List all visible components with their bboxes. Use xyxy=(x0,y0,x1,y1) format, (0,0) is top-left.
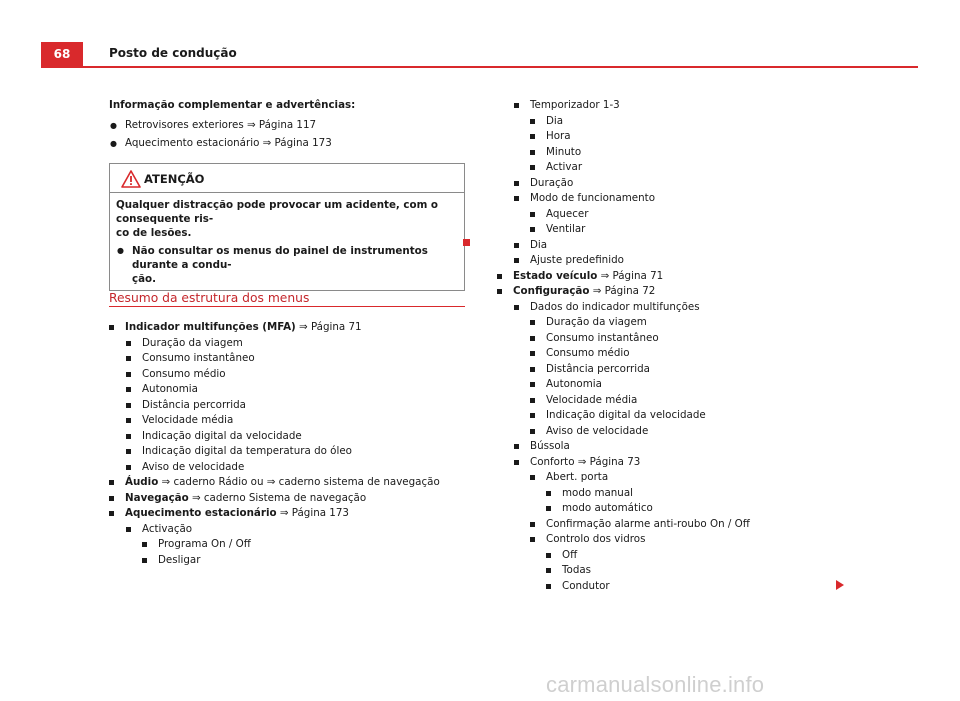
info-item: ● Aquecimento estacionário ⇒ Página 173 xyxy=(109,136,465,152)
page-header xyxy=(41,42,918,68)
menu-item-text: Hora xyxy=(546,130,571,142)
menu-item xyxy=(497,300,877,316)
menu-item-text: Consumo instantâneo xyxy=(142,352,255,364)
menu-item xyxy=(497,346,877,362)
menu-item-text: Indicação digital da temperatura do óleo xyxy=(142,445,352,457)
menu-item xyxy=(109,522,465,538)
menu-item-label: Indicador multifunções (MFA) xyxy=(125,321,296,333)
menu-item-text: Ventilar xyxy=(546,223,586,235)
menu-item xyxy=(109,460,465,476)
menu-item-text: Activação xyxy=(142,522,193,535)
menu-item xyxy=(497,284,877,300)
warning-body xyxy=(110,193,464,290)
chapter-title: Posto de condução xyxy=(109,46,237,60)
warning-bullet-line: Não consultar os menus do painel de instrumentos durante a condu- xyxy=(132,244,428,271)
menu-item-text: ⇒ Página 173 xyxy=(276,507,349,519)
menu-item-text: Dados do indicador multifunções xyxy=(530,300,700,313)
menu-item-text: Todas xyxy=(562,564,592,576)
menu-item-text: modo manual xyxy=(562,486,634,499)
menu-item-label: Estado veículo xyxy=(513,269,598,282)
menu-item xyxy=(109,398,465,414)
menu-item-text: ⇒ caderno Rádio ou ⇒ caderno sistema de navegação xyxy=(158,476,440,488)
menu-item xyxy=(109,382,465,398)
menu-item xyxy=(497,362,877,378)
menu-item xyxy=(497,377,877,393)
menu-item-text: Indicação digital da velocidade xyxy=(546,409,706,421)
menu-item-text: Consumo médio xyxy=(142,367,226,380)
warning-text-line: co de lesões. xyxy=(116,226,192,239)
menu-item xyxy=(497,501,877,517)
section-title: Resumo da estrutura dos menus xyxy=(109,291,310,305)
menu-item-label: Áudio xyxy=(125,476,159,488)
menu-item-text: Consumo instantâneo xyxy=(546,331,659,344)
menu-item xyxy=(497,222,877,238)
menu-item-text: Duração xyxy=(530,176,574,189)
menu-item-text: Autonomia xyxy=(546,378,602,390)
menu-tree-left xyxy=(109,320,465,568)
info-item: ● Retrovisores exteriores ⇒ Página 117 xyxy=(109,118,465,134)
menu-tree-right xyxy=(497,98,877,594)
menu-item-text: Activar xyxy=(546,161,583,173)
menu-item-text: Aquecer xyxy=(546,207,589,220)
menu-item-text: Modo de funcionamento xyxy=(530,192,656,204)
menu-item xyxy=(497,114,877,130)
menu-item-text: Ajuste predefinido xyxy=(530,254,624,266)
menu-item xyxy=(109,553,465,569)
menu-item-text: Distância percorrida xyxy=(142,398,246,411)
menu-item xyxy=(497,579,877,595)
warning-bullet xyxy=(116,244,458,286)
menu-item-label: Configuração xyxy=(513,285,590,297)
menu-item-text: Condutor xyxy=(562,579,610,592)
menu-item-text: ⇒ Página 71 xyxy=(597,269,664,282)
menu-item-text: Bússola xyxy=(530,440,570,452)
menu-item-text: Programa On / Off xyxy=(158,538,251,550)
header-rule xyxy=(41,66,918,68)
menu-item xyxy=(497,455,877,471)
menu-item-text: Abert. porta xyxy=(546,471,609,483)
menu-item xyxy=(109,351,465,367)
menu-item xyxy=(497,191,877,207)
menu-item-text: ⇒ Página 71 xyxy=(295,321,362,333)
menu-item xyxy=(109,537,465,553)
menu-item-text: Minuto xyxy=(546,145,582,158)
warning-box xyxy=(109,163,465,291)
menu-item xyxy=(109,320,465,336)
menu-item xyxy=(109,429,465,445)
section-end-marker xyxy=(463,239,470,246)
warning-bullet-line: ção. xyxy=(132,272,157,285)
info-block xyxy=(109,98,465,291)
section-rule xyxy=(109,306,465,307)
warning-title: ATENÇÃO xyxy=(144,171,205,186)
menu-item-text: Indicação digital da velocidade xyxy=(142,429,302,442)
menu-item xyxy=(497,207,877,223)
info-heading: Informação complementar e advertências: xyxy=(109,99,356,111)
menu-item xyxy=(109,413,465,429)
menu-item xyxy=(497,424,877,440)
menu-item-text: modo automático xyxy=(562,502,653,514)
menu-item xyxy=(109,506,465,522)
warning-text-line: Qualquer distracção pode provocar um acidente, com o consequente ris- xyxy=(116,198,438,225)
menu-item-label: Navegação xyxy=(125,491,189,504)
menu-item xyxy=(497,439,877,455)
menu-item-text: Dia xyxy=(546,114,564,127)
menu-item xyxy=(497,176,877,192)
menu-item-text: Off xyxy=(562,548,578,561)
menu-item xyxy=(109,444,465,460)
menu-item xyxy=(497,548,877,564)
menu-item-text: Duração da viagem xyxy=(142,336,243,349)
menu-item xyxy=(109,367,465,383)
menu-item xyxy=(497,532,877,548)
menu-item-text: Dia xyxy=(530,238,548,251)
menu-item xyxy=(497,129,877,145)
menu-item xyxy=(497,98,877,114)
menu-item xyxy=(497,331,877,347)
menu-item-text: Conforto ⇒ Página 73 xyxy=(530,455,641,468)
menu-item-label: Aquecimento estacionário xyxy=(125,507,277,519)
menu-item-text: ⇒ caderno Sistema de navegação xyxy=(188,491,367,504)
menu-item xyxy=(497,563,877,579)
continue-arrow-icon xyxy=(836,580,844,590)
warning-header xyxy=(110,164,464,193)
menu-item-text: Duração da viagem xyxy=(546,316,647,328)
page-number: 68 xyxy=(41,42,83,66)
menu-item xyxy=(497,486,877,502)
menu-item-text: Confirmação alarme anti-roubo On / Off xyxy=(546,517,750,530)
menu-item-text: Distância percorrida xyxy=(546,362,650,375)
menu-item-text: Autonomia xyxy=(142,383,198,395)
menu-item-text: Controlo dos vidros xyxy=(546,533,646,545)
warning-triangle-icon xyxy=(121,170,141,188)
menu-item xyxy=(497,145,877,161)
menu-item xyxy=(109,491,465,507)
menu-item-text: Temporizador 1-3 xyxy=(530,99,620,111)
menu-item-text: Desligar xyxy=(158,553,201,566)
menu-item xyxy=(497,408,877,424)
menu-item xyxy=(497,393,877,409)
watermark: carmanualsonline.info xyxy=(546,672,765,697)
menu-item-text: Aviso de velocidade xyxy=(546,424,649,437)
menu-item-text: Consumo médio xyxy=(546,347,630,359)
menu-item xyxy=(497,470,877,486)
menu-item-text: Velocidade média xyxy=(142,414,234,426)
menu-item-text: Velocidade média xyxy=(546,393,638,406)
menu-item xyxy=(497,315,877,331)
menu-item xyxy=(497,238,877,254)
menu-item xyxy=(109,336,465,352)
menu-item xyxy=(497,253,877,269)
menu-item xyxy=(497,160,877,176)
menu-item xyxy=(497,517,877,533)
menu-item xyxy=(497,269,877,285)
menu-item xyxy=(109,475,465,491)
menu-item-text: Aviso de velocidade xyxy=(142,460,245,473)
menu-item-text: ⇒ Página 72 xyxy=(589,285,656,297)
